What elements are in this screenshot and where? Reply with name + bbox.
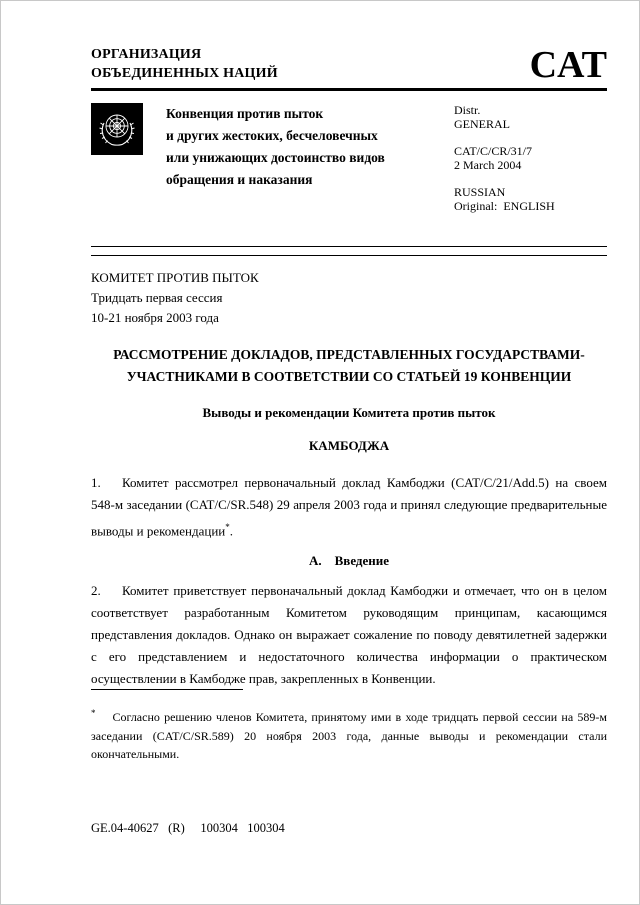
main-heading	[91, 344, 607, 388]
page-footer: GE.04-40627 (R) 100304 100304	[91, 821, 285, 835]
org-name-line1: ОРГАНИЗАЦИЯ	[91, 47, 202, 62]
distr-value: GENERAL	[454, 117, 510, 131]
convention-title-line2: и других жестоких, бесчеловечных	[166, 128, 378, 143]
session-block	[91, 268, 607, 328]
doc-language: RUSSIAN	[454, 185, 506, 199]
masthead-rule-1	[91, 246, 607, 247]
footnote-reference: *	[225, 522, 230, 532]
distr-group	[454, 103, 607, 131]
doc-date: 2 March 2004	[454, 158, 522, 172]
committee-name: КОМИТЕТ ПРОТИВ ПЫТОК	[91, 270, 259, 285]
main-heading-line1: РАССМОТРЕНИЕ ДОКЛАДОВ, ПРЕДСТАВЛЕННЫХ ГОСУДАРСТВАМИ-	[113, 347, 585, 362]
distr-label: Distr.	[454, 103, 481, 117]
footnote	[91, 689, 607, 764]
doc-symbol: CAT	[529, 44, 607, 86]
paragraph-2-text: Комитет приветствует первоначальный доклад Камбоджи и отмечает, что он в целом соответствует разработанным Комитетом руководящим принципам, касающимся представления докладов. Однако он выражает сожаление по поводу девятилетней задержки с его представлением и недостаточного количества информации о практическом осуществлении в Камбодже прав, закрепленных в Конвенции.	[91, 583, 607, 687]
org-name	[91, 45, 278, 83]
sub-heading: Выводы и рекомендации Комитета против пыток	[202, 405, 496, 420]
paragraph-1-text: Комитет рассмотрел первоначальный доклад Камбоджи (CAT/C/21/Add.5) на своем 548-м заседании (CAT/C/SR.548) 29 апреля 2003 года и принял следующие предварительные выводы и рекомендации	[91, 475, 607, 539]
doc-number: CAT/C/CR/31/7	[454, 144, 533, 158]
main-heading-line2: УЧАСТНИКАМИ В СООТВЕТСТВИИ СО СТАТЬЕЙ 19 КОНВЕНЦИИ	[126, 369, 572, 384]
footnote-marker: *	[91, 708, 96, 718]
paragraph-1	[91, 472, 607, 542]
footnote-text: Согласно решению членов Комитета, принятому ими в ходе тридцать первой сессии на 589-м заседании (CAT/C/SR.589) 20 ноября 2003 года, данные выводы и рекомендации стали окончательными.	[91, 710, 607, 761]
convention-title-line4: обращения и наказания	[166, 172, 313, 187]
distribution-info	[454, 103, 607, 226]
session-name: Тридцать первая сессия	[91, 290, 223, 305]
org-name-line2: ОБЪЕДИНЕННЫХ НАЦИЙ	[91, 66, 278, 81]
section-a-heading: A. Введение	[308, 553, 390, 569]
country-heading: КАМБОДЖА	[308, 438, 390, 453]
document-header	[91, 44, 607, 86]
doc-original-language: Original: ENGLISH	[454, 199, 555, 213]
session-dates: 10-21 ноября 2003 года	[91, 310, 219, 325]
paragraph-2	[91, 580, 607, 690]
convention-title-line1: Конвенция против пыток	[166, 106, 324, 121]
masthead	[91, 103, 607, 226]
un-emblem-icon	[91, 103, 143, 155]
masthead-rule-2	[91, 255, 607, 256]
convention-title-line3: или унижающих достоинство видов	[166, 150, 385, 165]
footnote-text-block	[91, 704, 607, 764]
paragraph-1-period: .	[229, 523, 233, 539]
language-group	[454, 185, 607, 213]
paragraph-2-number: 2.	[91, 583, 101, 599]
header-rule	[91, 88, 607, 91]
footnote-rule	[91, 689, 243, 690]
convention-title	[166, 103, 454, 191]
paragraph-1-number: 1.	[91, 475, 101, 490]
doc-number-group	[454, 144, 607, 172]
